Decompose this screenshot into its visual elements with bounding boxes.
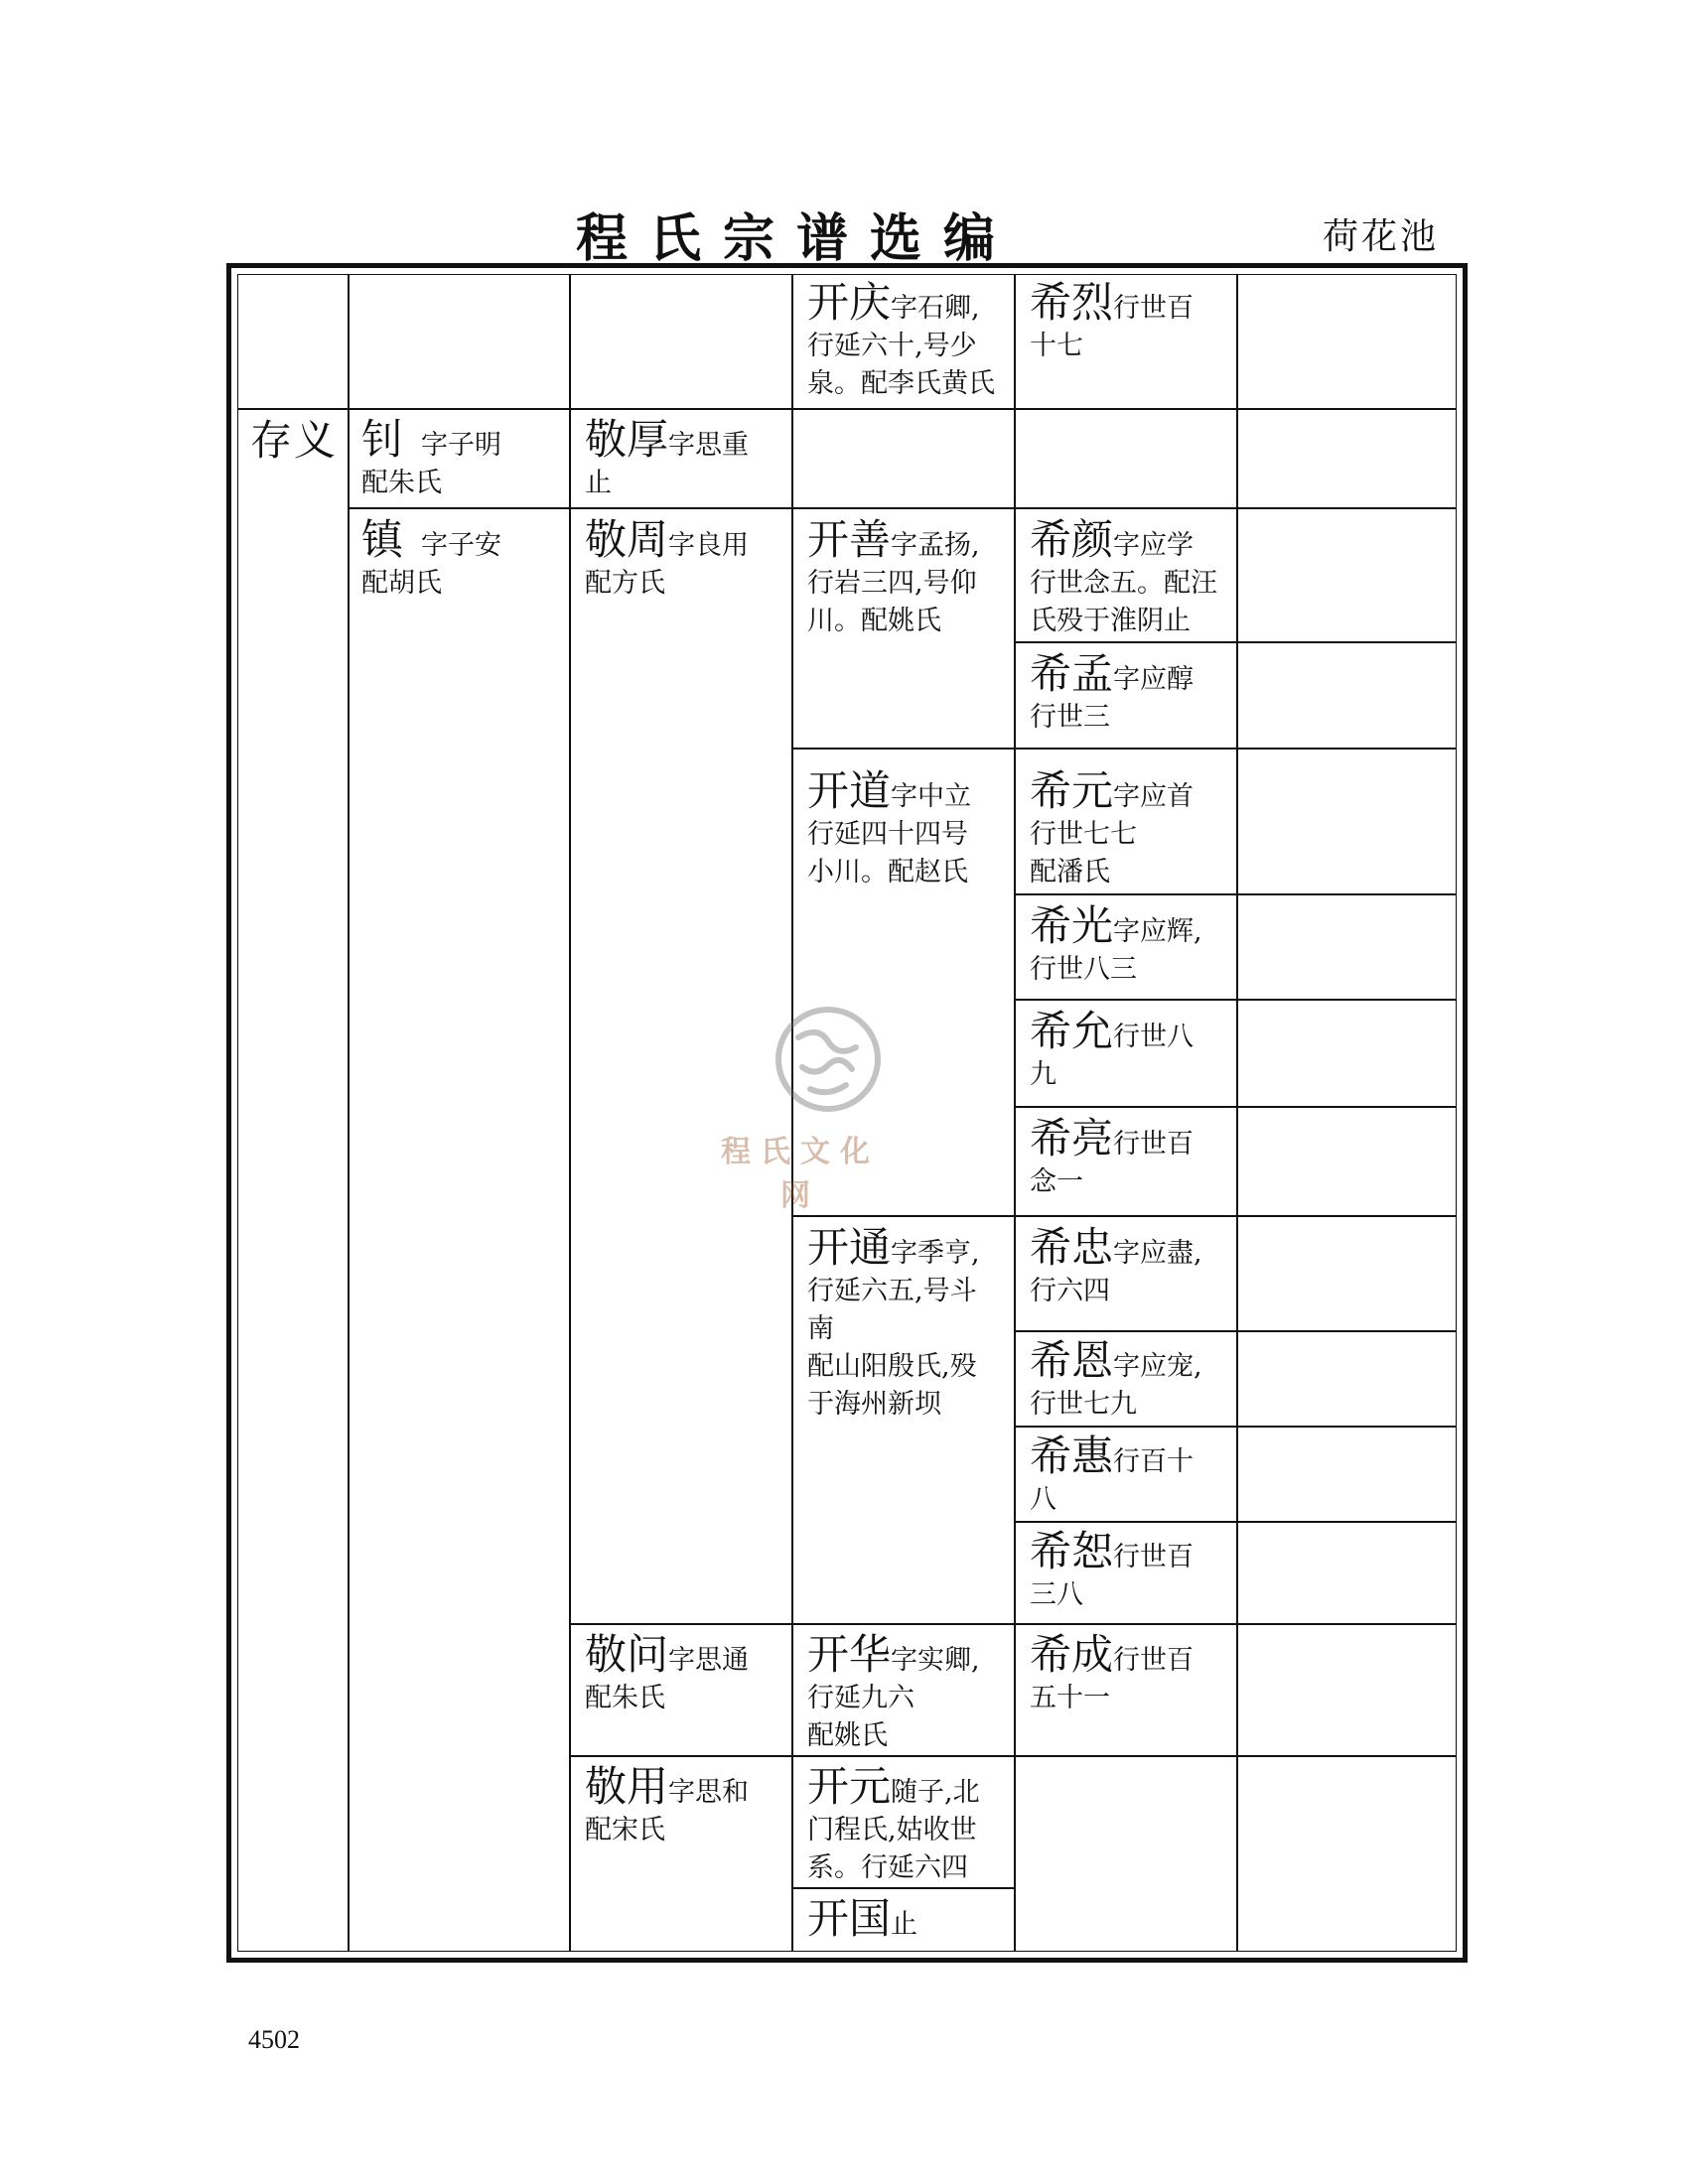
entry-ximeng: 希孟字应醇 行世三	[1030, 649, 1195, 733]
row-divider	[791, 748, 1456, 750]
column-divider	[1236, 275, 1238, 1951]
row-divider	[1014, 1330, 1456, 1332]
row-divider	[348, 507, 1456, 509]
entry-kaiyuan: 开元随子,北 门程氏,姑收世 系。行延六四	[807, 1762, 980, 1883]
person-name: 钊	[361, 415, 404, 464]
entry-diao: 钊字子明 配朱氏	[361, 415, 502, 498]
person-name: 开国	[807, 1894, 892, 1943]
entry-kaidao: 开道字中立 行延四十四号 小川。配赵氏	[807, 766, 972, 887]
person-name: 希烈	[1030, 278, 1114, 327]
entry-jingyong: 敬用字思和 配宋氏	[585, 1762, 750, 1845]
row-divider	[791, 1887, 1014, 1889]
person-name: 敬问	[585, 1630, 669, 1679]
watermark	[711, 998, 890, 1213]
person-name: 开华	[807, 1630, 892, 1679]
seal-logo-icon	[711, 998, 890, 1127]
person-name: 希亮	[1030, 1114, 1114, 1162]
person-name: 希元	[1030, 766, 1114, 815]
row-divider	[569, 1623, 1456, 1625]
entry-xiguang: 希光字应辉, 行世八三	[1030, 901, 1202, 985]
person-name: 希孟	[1030, 649, 1114, 698]
person-name: 开道	[807, 766, 892, 815]
person-name: 镇	[361, 515, 404, 564]
person-name: 开通	[807, 1223, 892, 1272]
row-divider	[1014, 1426, 1456, 1428]
person-name: 希恩	[1030, 1336, 1114, 1385]
person-name: 希光	[1030, 901, 1114, 950]
entry-xiyan: 希颜字应学 行世念五。配汪 氏殁于淮阴止	[1030, 515, 1217, 636]
entry-kaiguo: 开国止	[807, 1894, 918, 1943]
entry-xien: 希恩字应宠, 行世七九	[1030, 1336, 1202, 1420]
entry-jingwen: 敬问字思通 配朱氏	[585, 1630, 750, 1713]
row-divider	[1014, 641, 1456, 643]
person-name: 敬厚	[585, 415, 669, 464]
person-name: 开善	[807, 515, 892, 564]
person-name: 希颜	[1030, 515, 1114, 564]
column-divider	[1014, 275, 1016, 1951]
entry-cunyi: 存义	[250, 416, 339, 465]
column-divider	[569, 275, 571, 1951]
entry-xicheng: 希成行世百 五十一	[1030, 1630, 1195, 1713]
entry-xiyuan: 希元字应首 行世七七 配潘氏	[1030, 766, 1195, 887]
person-name: 希恕	[1030, 1527, 1114, 1575]
person-name: 希忠	[1030, 1223, 1114, 1272]
entry-jinghou: 敬厚字思重 止	[585, 415, 750, 498]
person-name: 敬周	[585, 515, 669, 564]
entry-kaiqing: 开庆字石卿, 行延六十,号少 泉。配李氏黄氏	[807, 278, 995, 399]
row-divider	[1014, 999, 1456, 1001]
row-divider	[1014, 893, 1456, 895]
person-name: 开庆	[807, 278, 892, 327]
entry-xilie: 希烈行世百 十七	[1030, 278, 1195, 361]
person-name: 敬用	[585, 1762, 669, 1811]
person-name: 希成	[1030, 1630, 1114, 1679]
entry-jingzhou: 敬周字良用 配方氏	[585, 515, 750, 599]
person-name: 希惠	[1030, 1432, 1114, 1480]
page-number: 4502	[248, 2025, 300, 2054]
entry-xiyun: 希允行世八 九	[1030, 1007, 1195, 1090]
entry-xiliang: 希亮行世百 念一	[1030, 1114, 1195, 1197]
row-divider	[1014, 1521, 1456, 1523]
entry-xizhong: 希忠字应盡, 行六四	[1030, 1223, 1202, 1306]
page-title: 程氏宗谱选编	[576, 208, 1018, 269]
entry-xishu: 希恕行世百 三八	[1030, 1527, 1195, 1610]
column-divider	[348, 275, 350, 1951]
place-name: 荷花池	[1323, 216, 1440, 257]
entry-kaihua: 开华字实卿, 行延九六 配姚氏	[807, 1630, 980, 1751]
person-name: 希允	[1030, 1007, 1114, 1055]
row-divider	[569, 1755, 1456, 1757]
row-divider	[1014, 1106, 1456, 1108]
entry-kaitong: 开通字季亨, 行延六五,号斗 南 配山阳殷氏,殁 于海州新坝	[807, 1223, 980, 1420]
entry-kaishan: 开善字孟扬, 行岩三四,号仰 川。配姚氏	[807, 515, 980, 636]
entry-xihui: 希惠行百十 八	[1030, 1432, 1195, 1515]
entry-zhen: 镇字子安 配胡氏	[361, 515, 502, 599]
row-divider	[791, 1215, 1456, 1217]
person-name: 开元	[807, 1762, 892, 1811]
row-divider	[238, 408, 1456, 410]
watermark-text: 程氏文化网	[721, 1135, 880, 1213]
